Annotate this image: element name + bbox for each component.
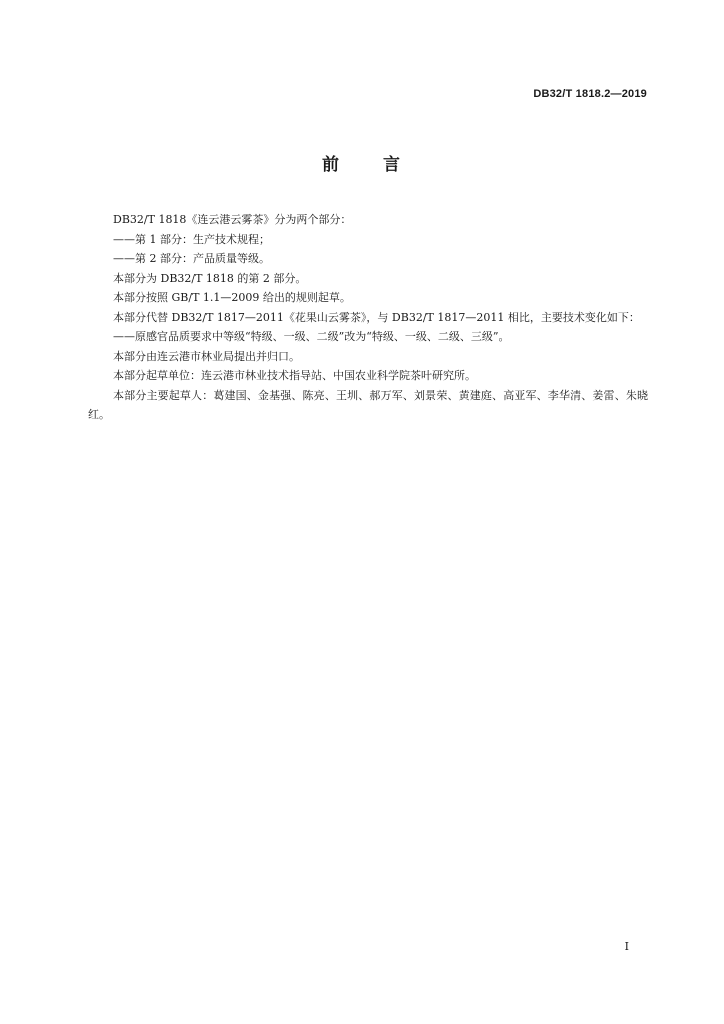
title-char-1: 前 xyxy=(322,155,341,175)
paragraph-part-1: ——第 1 部分：生产技术规程； xyxy=(113,232,270,246)
paragraph-parts-intro: DB32/T 1818《连云港云雾茶》分为两个部分： xyxy=(113,213,352,226)
paragraph-proposer: 本部分由连云港市林业局提出并归口。 xyxy=(113,349,300,363)
paragraph-drafters: 本部分主要起草人：葛建国、金基强、陈亮、王圳、郝万军、刘景荣、黄建庭、高亚军、李华清、姜雷、朱晓红。 xyxy=(88,388,648,421)
foreword-body xyxy=(88,210,648,425)
standard-code: DB32/T 1818.2—2019 xyxy=(533,88,647,100)
page-title xyxy=(0,150,724,175)
title-char-2: 言 xyxy=(383,155,402,175)
paragraph-drafting-rules: 本部分按照 GB/T 1.1—2009 给出的规则起草。 xyxy=(113,291,351,304)
paragraph-this-part: 本部分为 DB32/T 1818 的第 2 部分。 xyxy=(113,271,307,285)
paragraph-drafting-units: 本部分起草单位：连云港市林业技术指导站、中国农业科学院茶叶研究所。 xyxy=(113,369,476,382)
page-number: I xyxy=(624,940,629,953)
paragraph-replaces: 本部分代替 DB32/T 1817—2011《花果山云雾茶》，与 DB32/T 1817—2011 相比，主要技术变化如下： xyxy=(113,310,640,324)
paragraph-change-item: ——原感官品质要求中等级“特级、一级、二级”改为“特级、一级、二级、三级”。 xyxy=(113,330,510,343)
paragraph-part-2: ——第 2 部分：产品质量等级。 xyxy=(113,252,270,265)
